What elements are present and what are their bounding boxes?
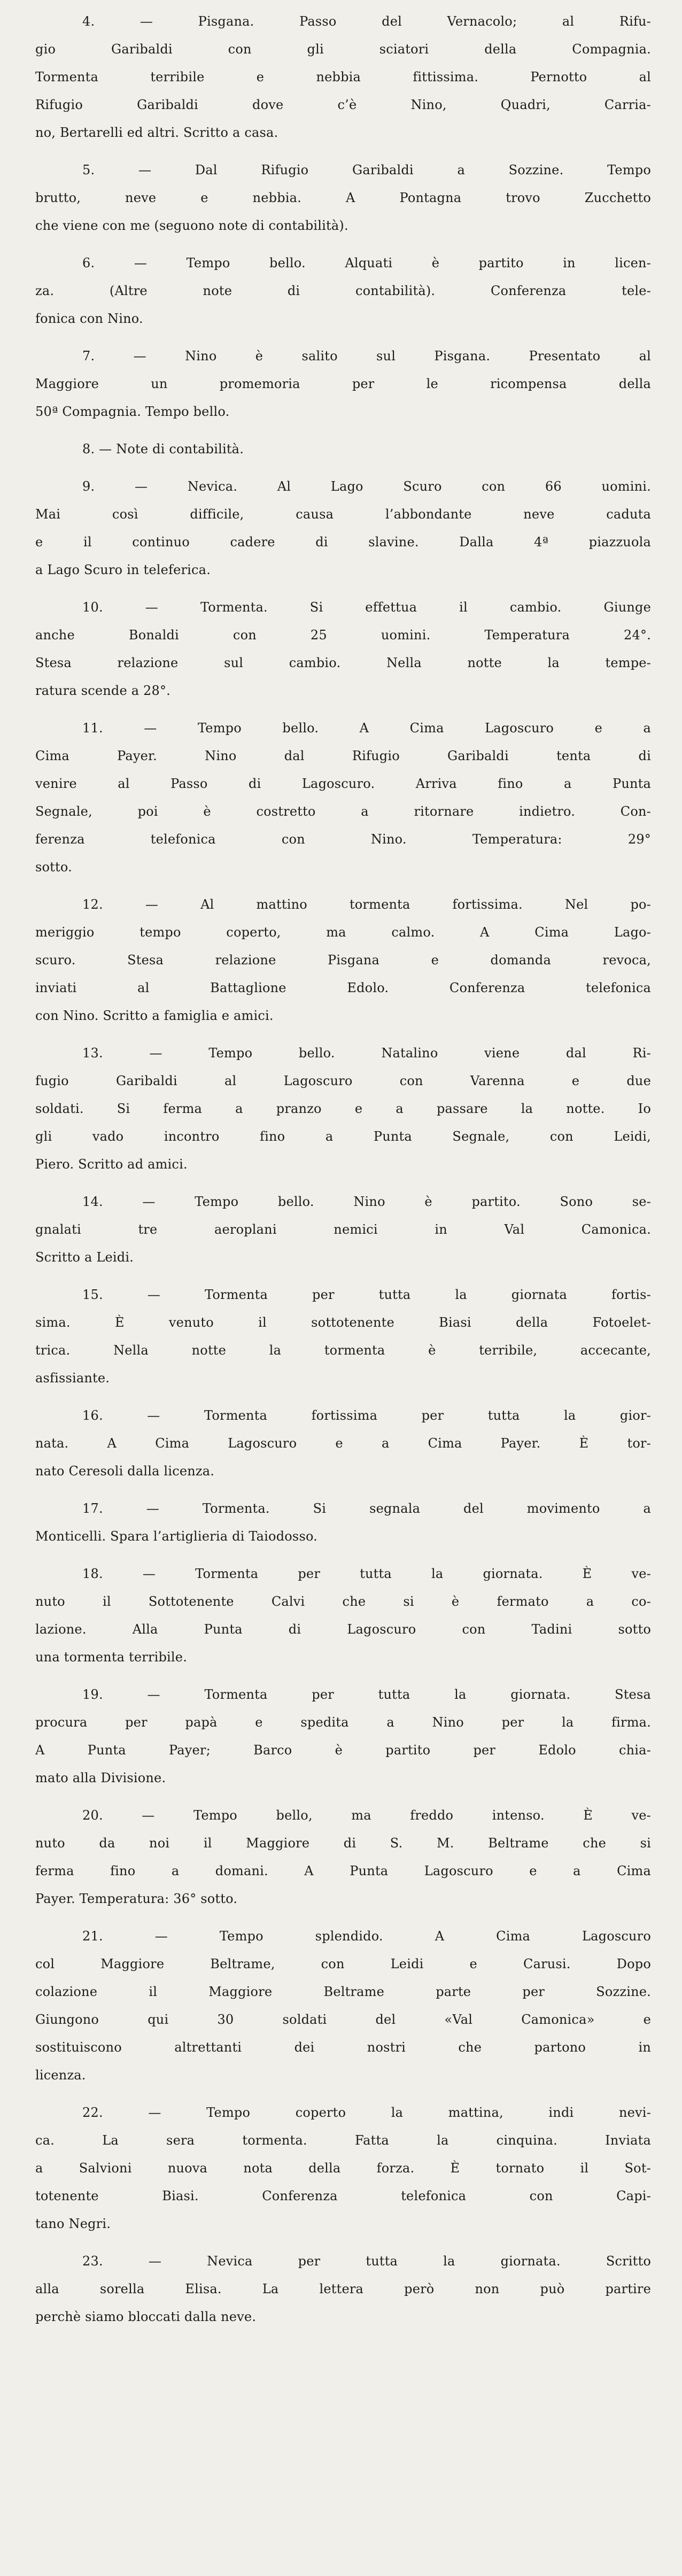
diary-entry xyxy=(35,1495,651,1550)
entry-line: 18. — Tormenta per tutta la giornata. È ve- xyxy=(82,1566,651,1581)
entry-line: procura per papà e spedita a Nino per la firma. xyxy=(35,1715,651,1730)
entry-line: 6. — Tempo bello. Alquati è partito in licen- xyxy=(82,256,651,270)
entry-line: Mai così difficile, causa l’abbondante neve caduta xyxy=(35,507,651,522)
entry-line: soldati. Si ferma a pranzo e a passare la notte. Io xyxy=(35,1101,651,1116)
entry-line: venire al Passo di Lagoscuro. Arriva fino a Punta xyxy=(35,776,651,791)
entry-line: alla sorella Elisa. La lettera però non può partire xyxy=(35,2281,651,2296)
entry-line: no, Bertarelli ed altri. Scritto a casa. xyxy=(35,125,278,140)
entry-line: inviati al Battaglione Edolo. Conferenza telefonica xyxy=(35,980,651,995)
entry-line: licenza. xyxy=(35,2068,86,2083)
entry-line: che viene con me (seguono note di contabilità). xyxy=(35,218,348,233)
diary-entry xyxy=(35,435,651,463)
entry-line: nata. A Cima Lagoscuro e a Cima Payer. È tor- xyxy=(35,1436,651,1451)
entry-line: ca. La sera tormenta. Fatta la cinquina. Inviata xyxy=(35,2133,651,2148)
entry-line: una tormenta terribile. xyxy=(35,1650,188,1665)
entry-line: perchè siamo bloccati dalla neve. xyxy=(35,2309,257,2324)
diary-entry xyxy=(35,2247,651,2331)
entry-line: Piero. Scritto ad amici. xyxy=(35,1157,188,1172)
entry-line: sostituiscono altrettanti dei nostri che partono in xyxy=(35,2040,651,2055)
entry-line: 9. — Nevica. Al Lago Scuro con 66 uomini. xyxy=(82,479,651,494)
entry-line: anche Bonaldi con 25 uomini. Temperatura 24°. xyxy=(35,628,651,643)
entry-line: Rifugio Garibaldi dove c’è Nino, Quadri, Carria- xyxy=(35,97,651,112)
entry-line: 50ª Compagnia. Tempo bello. xyxy=(35,404,230,419)
diary-entry xyxy=(35,7,651,146)
entry-line: 16. — Tormenta fortissima per tutta la gior- xyxy=(82,1408,651,1423)
diary-entry xyxy=(35,1281,651,1392)
entry-line: gio Garibaldi con gli sciatori della Compagnia. xyxy=(35,42,651,57)
entry-line: con Nino. Scritto a famiglia e amici. xyxy=(35,1008,274,1023)
entry-line: 19. — Tormenta per tutta la giornata. Stesa xyxy=(82,1687,651,1702)
diary-entry xyxy=(35,1560,651,1671)
diary-entry xyxy=(35,249,651,332)
entry-line: 11. — Tempo bello. A Cima Lagoscuro e a xyxy=(82,721,651,736)
entry-line: nuto il Sottotenente Calvi che si è fermato a co- xyxy=(35,1594,651,1609)
entry-line: 7. — Nino è salito sul Pisgana. Presentato al xyxy=(82,349,651,363)
entry-line: totenente Biasi. Conferenza telefonica con Capi- xyxy=(35,2188,651,2203)
entry-line: Payer. Temperatura: 36° sotto. xyxy=(35,1891,238,1906)
entry-line: a Salvioni nuova nota della forza. È tornato il Sot- xyxy=(35,2161,651,2176)
entry-line: 22. — Tempo coperto la mattina, indi nevi- xyxy=(82,2105,651,2120)
entry-line: A Punta Payer; Barco è partito per Edolo chia- xyxy=(35,1743,651,1758)
entry-line: 20. — Tempo bello, ma freddo intenso. È ve- xyxy=(82,1808,651,1823)
entry-line: ferenza telefonica con Nino. Temperatura: 29° xyxy=(35,832,651,847)
entry-line: meriggio tempo coperto, ma calmo. A Cima Lago- xyxy=(35,925,651,940)
entry-line: ratura scende a 28°. xyxy=(35,683,171,698)
diary-entry xyxy=(35,714,651,881)
diary-entry xyxy=(35,1039,651,1178)
entry-line: Maggiore un promemoria per le ricompensa della xyxy=(35,376,651,391)
entry-line: ferma fino a domani. A Punta Lagoscuro e a Cima xyxy=(35,1863,651,1878)
entry-line: 4. — Pisgana. Passo del Vernacolo; al Rifu- xyxy=(82,14,651,29)
diary-entry xyxy=(35,342,651,426)
entry-line: 15. — Tormenta per tutta la giornata fortis- xyxy=(82,1287,651,1302)
entry-line: 12. — Al mattino tormenta fortissima. Nel po- xyxy=(82,897,651,912)
diary-entry xyxy=(35,1188,651,1271)
entry-line: 8. — Note di contabilità. xyxy=(82,442,244,457)
diary-entry xyxy=(35,2099,651,2238)
entry-line: fugio Garibaldi al Lagoscuro con Varenna e due xyxy=(35,1073,651,1088)
entry-line: col Maggiore Beltrame, con Leidi e Carusi. Dopo xyxy=(35,1956,651,1971)
entry-line: sotto. xyxy=(35,860,72,875)
diary-entry xyxy=(35,473,651,584)
entry-line: Cima Payer. Nino dal Rifugio Garibaldi tenta di xyxy=(35,748,651,763)
entry-line: 5. — Dal Rifugio Garibaldi a Sozzine. Tempo xyxy=(82,163,651,177)
diary-entry xyxy=(35,891,651,1030)
entry-line: scuro. Stesa relazione Pisgana e domanda revoca, xyxy=(35,953,651,968)
entry-line: nuto da noi il Maggiore di S. M. Beltrame che si xyxy=(35,1836,651,1851)
entry-line: sima. È venuto il sottotenente Biasi della Fotoelet- xyxy=(35,1315,651,1330)
diary-entry xyxy=(35,1801,651,1913)
entry-line: 23. — Nevica per tutta la giornata. Scritto xyxy=(82,2254,651,2269)
entry-line: Segnale, poi è costretto a ritornare indietro. Con- xyxy=(35,804,651,819)
entry-line: Giungono qui 30 soldati del «Val Camonica» e xyxy=(35,2012,651,2027)
entry-line: Monticelli. Spara l’artiglieria di Taiodosso. xyxy=(35,1529,318,1544)
diary-entry xyxy=(35,1922,651,2089)
entry-line: 14. — Tempo bello. Nino è partito. Sono se- xyxy=(82,1194,651,1209)
entry-line: asfissiante. xyxy=(35,1371,110,1386)
entry-line: Scritto a Leidi. xyxy=(35,1250,134,1265)
entry-line: fonica con Nino. xyxy=(35,311,143,326)
entry-line: Stesa relazione sul cambio. Nella notte la tempe- xyxy=(35,655,651,670)
entry-line: a Lago Scuro in teleferica. xyxy=(35,562,211,577)
diary-entry xyxy=(35,593,651,705)
entry-line: trica. Nella notte la tormenta è terribile, accecante, xyxy=(35,1343,651,1358)
entry-line: gli vado incontro fino a Punta Segnale, con Leidi, xyxy=(35,1129,651,1144)
entry-line: 21. — Tempo splendido. A Cima Lagoscuro xyxy=(82,1929,651,1944)
entry-line: 10. — Tormenta. Si effettua il cambio. Giunge xyxy=(82,600,651,615)
entry-line: gnalati tre aeroplani nemici in Val Camonica. xyxy=(35,1222,651,1237)
entry-line: 13. — Tempo bello. Natalino viene dal Ri- xyxy=(82,1046,651,1061)
diary-entry xyxy=(35,1681,651,1792)
entry-line: e il continuo cadere di slavine. Dalla 4ª piazzuola xyxy=(35,535,651,550)
entry-line: colazione il Maggiore Beltrame parte per Sozzine. xyxy=(35,1984,651,1999)
entry-line: tano Negri. xyxy=(35,2216,111,2231)
entry-line: brutto, neve e nebbia. A Pontagna trovo Zucchetto xyxy=(35,190,651,205)
entry-line: Tormenta terribile e nebbia fittissima. Pernotto al xyxy=(35,69,651,84)
entry-line: mato alla Divisione. xyxy=(35,1770,166,1785)
diary-entry xyxy=(35,1402,651,1485)
entry-line: lazione. Alla Punta di Lagoscuro con Tadini sotto xyxy=(35,1622,651,1637)
entry-line: za. (Altre note di contabilità). Conferenza tele- xyxy=(35,283,651,298)
entry-line: nato Ceresoli dalla licenza. xyxy=(35,1464,215,1479)
diary-entry xyxy=(35,156,651,239)
entry-line: 17. — Tormenta. Si segnala del movimento a xyxy=(82,1501,651,1516)
